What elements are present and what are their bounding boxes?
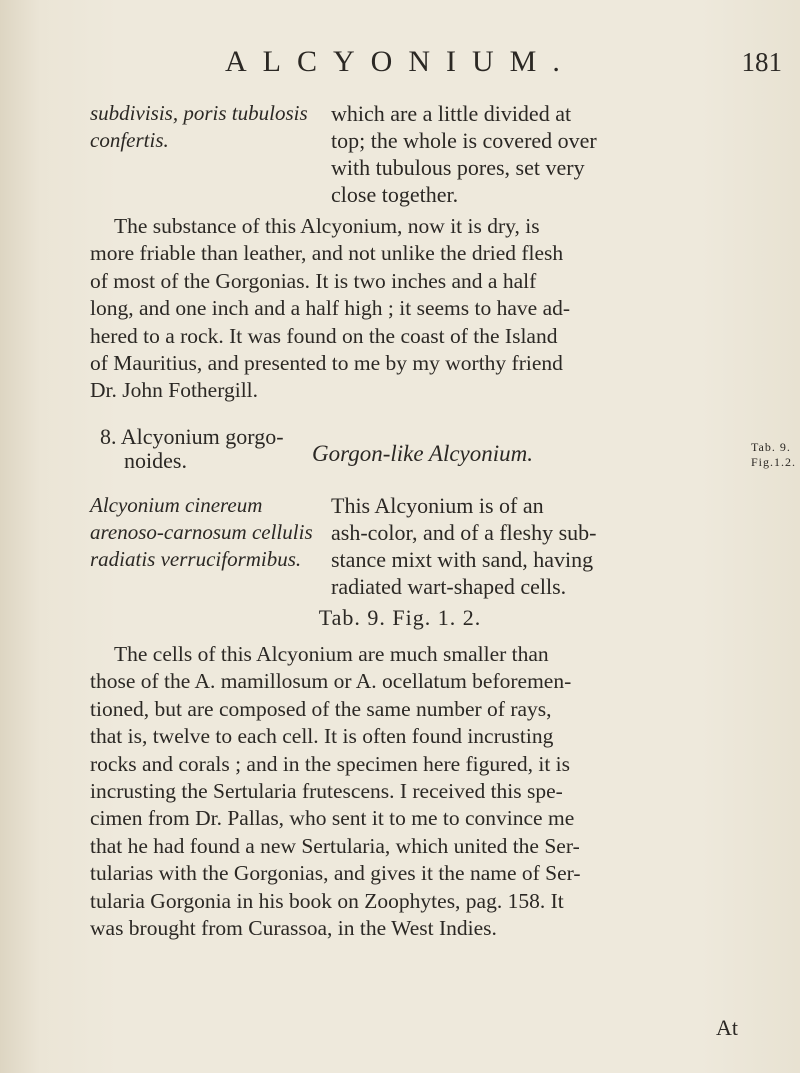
latin-line: radiatis verruciformibus. (90, 547, 302, 571)
text-line: rocks and corals ; and in the specimen here figured, it is (90, 751, 571, 776)
margin-note (751, 440, 800, 470)
species-name-line: 8. Alcyonium gorgo- (100, 424, 284, 449)
text-line: tularia Gorgonia in his book on Zoophytes, pag. 158. It (90, 888, 564, 913)
species-number-name (100, 425, 330, 473)
catchword: At (716, 1015, 738, 1040)
english-line: top; the whole is covered over (331, 128, 597, 153)
latin-line: confertis. (90, 128, 169, 152)
text-line: The cells of this Alcyonium are much smaller than (114, 642, 549, 666)
page-header (0, 45, 800, 85)
english-line: radiated wart-shaped cells. (331, 574, 567, 599)
latin-line: arenoso-carnosum cellulis (90, 520, 313, 544)
text-line: of Mauritius, and presented to me by my worthy friend (90, 351, 563, 376)
page-number: 181 (741, 47, 782, 77)
plate-reference: Tab. 9. Fig. 1. 2. (318, 605, 482, 630)
latin-line: subdivisis, poris tubulosis (90, 101, 308, 125)
latin-diagnosis (90, 492, 330, 573)
english-line: close together. (331, 182, 459, 207)
english-line: with tubulous pores, set very (331, 155, 585, 180)
text-line: more friable than leather, and not unlike the dried flesh (90, 241, 564, 266)
english-diagnosis (331, 492, 781, 600)
paragraph-1 (90, 213, 780, 405)
species-name-line: noides. (124, 448, 187, 473)
text-line: tioned, but are composed of the same number of rays, (90, 696, 552, 721)
text-line: The substance of this Alcyonium, now it is dry, is (114, 214, 540, 238)
text-line: long, and one inch and a half high ; it seems to have ad- (90, 296, 571, 321)
text-line: hered to a rock. It was found on the coast of the Island (90, 323, 558, 348)
text-line: cimen from Dr. Pallas, who sent it to me to convince me (90, 806, 575, 831)
english-line: ash-color, and of a fleshy sub- (331, 520, 597, 545)
latin-diagnosis (90, 100, 320, 154)
text-line: was brought from Curassoa, in the West Indies. (90, 916, 497, 941)
text-line: incrusting the Sertularia frutescens. I received this spe- (90, 779, 563, 804)
english-line: stance mixt with sand, having (331, 547, 594, 572)
text-line: that he had found a new Sertularia, which united the Ser- (90, 833, 580, 858)
english-line: This Alcyonium is of an (331, 493, 544, 518)
latin-line: Alcyonium cinereum (90, 493, 263, 517)
paragraph-2 (90, 641, 780, 942)
text-line: tularias with the Gorgonias, and gives it the name of Ser- (90, 861, 581, 886)
english-diagnosis (331, 100, 781, 208)
text-line: those of the A. mamillosum or A. ocellatum beforemen- (90, 669, 572, 694)
common-name: Gorgon-like Alcyonium. (312, 441, 534, 466)
margin-fig: Fig.1.2. (751, 455, 797, 469)
running-title: ALCYONIUM. (225, 45, 576, 78)
english-line: which are a little divided at (331, 101, 572, 126)
text-line: of most of the Gorgonias. It is two inches and a half (90, 268, 537, 293)
margin-tab: Tab. 9. (751, 440, 791, 454)
text-line: that is, twelve to each cell. It is often found incrusting (90, 724, 554, 749)
text-line: Dr. John Fothergill. (90, 378, 259, 403)
